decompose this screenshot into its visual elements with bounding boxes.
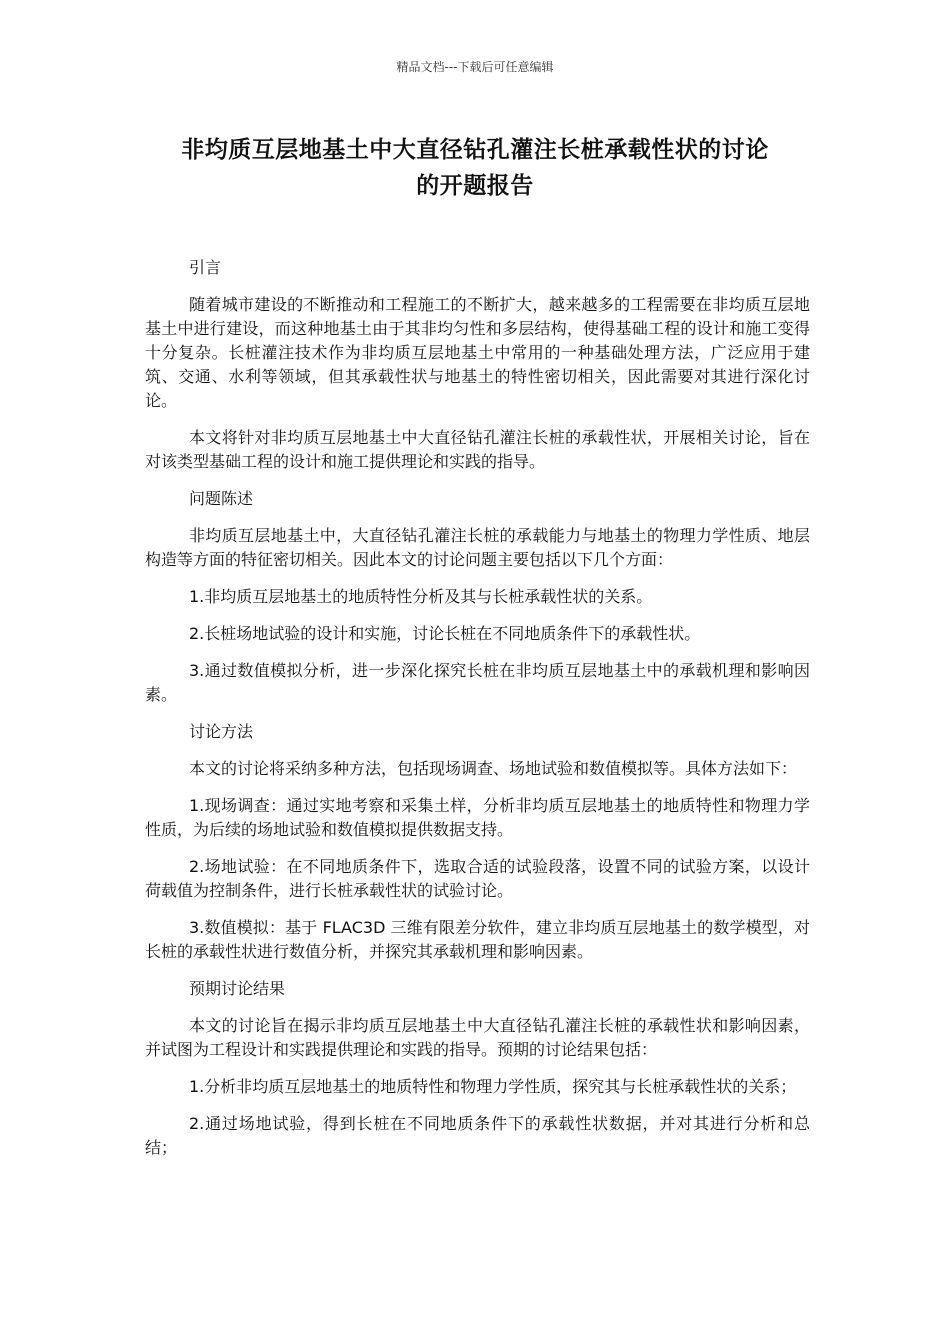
list-item: 1.分析非均质互层地基土的地质特性和物理力学性质，探究其与长桩承载性状的关系；	[189, 1077, 797, 1096]
paragraph: 本文的讨论将采纳多种方法，包括现场调查、场地试验和数值模拟等。具体方法如下：	[189, 759, 798, 778]
list-item: 3.数值模拟：基于 FLAC3D 三维有限差分软件，建立非均质互层地基土的数学模型，对长桩的承载性状进行数值分析，并探究其承载机理和影响因素。	[145, 918, 810, 961]
document-title	[145, 132, 805, 204]
title-line-1: 非均质互层地基土中大直径钻孔灌注长桩承载性状的讨论	[181, 137, 769, 163]
paragraph: 随着城市建设的不断推动和工程施工的不断扩大，越来越多的工程需要在非均质互层地基土中进行建设，而这种地基土由于其非均匀性和多层结构，使得基础工程的设计和施工变得十分复杂。长桩灌注技术作为非均质互层地基土中常用的一种基础处理方法，广泛应用于建筑、交通、水利等领域，但其承载性状与地基土的特性密切相关，因此需要对其进行深化讨论。	[145, 295, 810, 410]
section-heading-intro: 引言	[189, 258, 222, 277]
section-heading-problem: 问题陈述	[189, 489, 254, 508]
document-body	[145, 256, 810, 1173]
list-item: 3.通过数值模拟分析，进一步深化探究长桩在非均质互层地基土中的承载机理和影响因素。	[145, 661, 810, 704]
title-line-2: 的开题报告	[416, 173, 534, 199]
list-item: 1.现场调查：通过实地考察和采集土样，分析非均质互层地基土的地质特性和物理力学性质，为后续的场地试验和数值模拟提供数据支持。	[145, 796, 810, 839]
paragraph: 本文将针对非均质互层地基土中大直径钻孔灌注长桩的承载性状，开展相关讨论，旨在对该类型基础工程的设计和施工提供理论和实践的指导。	[145, 428, 810, 471]
list-item: 2.场地试验：在不同地质条件下，选取合适的试验段落，设置不同的试验方案，以设计荷载值为控制条件，进行长桩承载性状的试验讨论。	[145, 857, 810, 900]
section-heading-method: 讨论方法	[189, 722, 254, 741]
paragraph: 非均质互层地基土中，大直径钻孔灌注长桩的承载能力与地基土的物理力学性质、地层构造等方面的特征密切相关。因此本文的讨论问题主要包括以下几个方面：	[145, 526, 810, 569]
list-item: 2.长桩场地试验的设计和实施，讨论长桩在不同地质条件下的承载性状。	[189, 624, 701, 643]
header-note: 精品文档---下载后可任意编辑	[396, 60, 554, 74]
list-item: 1.非均质互层地基土的地质特性分析及其与长桩承载性状的关系。	[189, 587, 653, 606]
list-item: 2.通过场地试验，得到长桩在不同地质条件下的承载性状数据，并对其进行分析和总结；	[145, 1114, 810, 1157]
paragraph: 本文的讨论旨在揭示非均质互层地基土中大直径钻孔灌注长桩的承载性状和影响因素，并试图为工程设计和实践提供理论和实践的指导。预期的讨论结果包括：	[145, 1016, 810, 1059]
section-heading-results: 预期讨论结果	[189, 979, 286, 998]
